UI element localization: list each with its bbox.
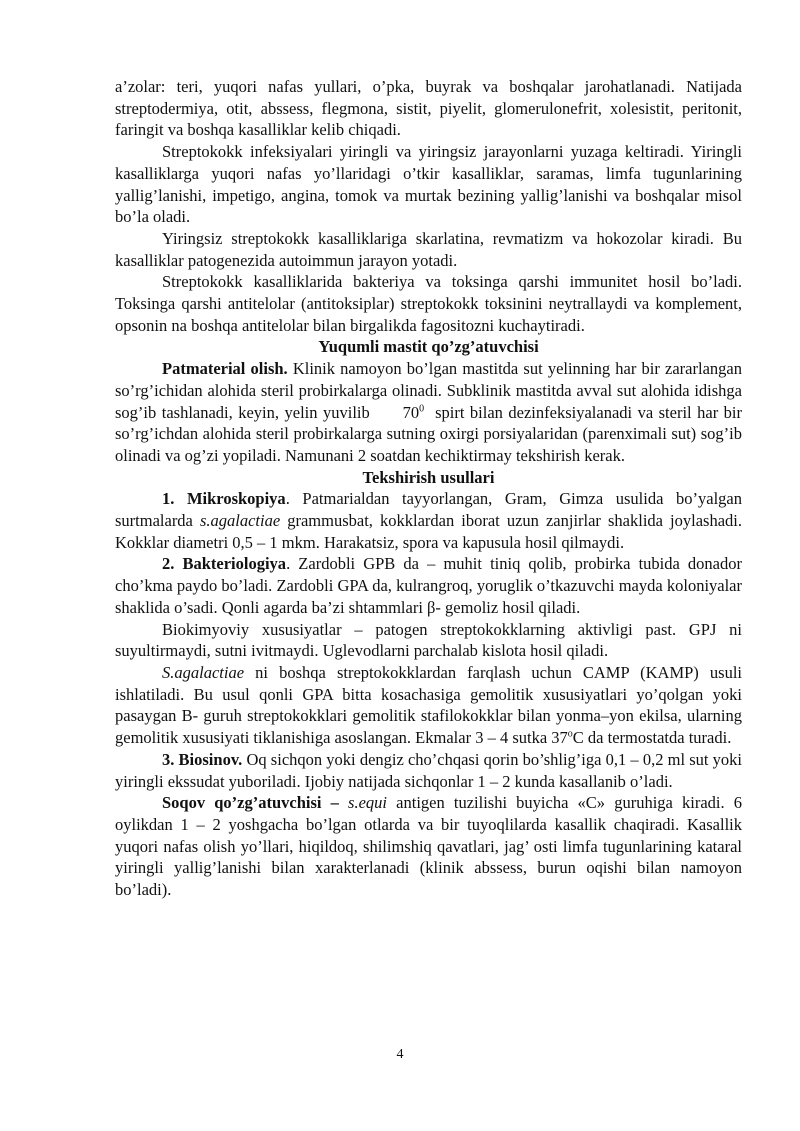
microscopy-text-1: . Patmarialdan tayyorlangan, Gram, Gimza usulida bo’yalgan surtmalarda [115, 489, 742, 531]
heading-methods: Tekshirish usullari [362, 467, 495, 487]
paragraph-microscopy [115, 488, 742, 553]
patmaterial-label: Patmaterial olish. [162, 359, 288, 379]
paragraph-bacteriology [115, 553, 742, 618]
paragraph-patmaterial [115, 358, 747, 467]
paragraph-immunity: Streptokokk kasalliklarida bakteriya va toksinga qarshi immunitet hosil bo’ladi. Toksinga qarshi antitelolar (antitoksiplar) streptokokk toksinini neytrallaydi va komplement, opsonin na boshqa antitelolar bilan birgalikda fagositozni kuchaytiradi. [115, 272, 742, 335]
species-equi: s.equi [348, 793, 388, 813]
species-agalactiae-camp: S.agalactiae [162, 662, 245, 682]
paragraph-bioassay [115, 749, 742, 792]
degree-superscript: 0 [419, 403, 425, 415]
strangles-text: antigen tuzilishi buyicha «C» guruhiga kiradi. 6 oylikdan 1 – 2 yoshgacha bo’lgan otlarda va bir tuyoqlilarda kasallik chaqiradi. Kasallik yuqori nafas olish yo’llari, hiqildoq, shilimshiq qavatlari, jag’ osti limfa tugunlarining kataral yiringli yallig’lanishi bilan xarakterlanadi (klinik abssess, burun oqishi bilan namoyon bo’ladi). [115, 793, 743, 900]
paragraph-camp [115, 662, 742, 749]
microscopy-label: 1. Mikroskopiya [162, 489, 286, 509]
camp-text-1: ni boshqa streptokokklardan farqlash uchun CAMP (KAMP) usuli ishlatiladi. Bu usul qonli GPA bitta kosachasiga gemolitik xususiyatlari yo’qolgan yoki pasaygan B- guruh streptokokklari gemolitik stafilokokklar bilan yonma–yon ekilsa, ularning gemolitik xususiyati tiklanishiga asoslangan. Ekmalar 3 – 4 sutka 37 [115, 662, 742, 748]
paragraph-infections: Streptokokk infeksiyalari yiringli va yiringsiz jarayonlarni yuzaga keltiradi. Yiringli kasalliklarga yuqori nafas yo’llaridagi o’tkir kasalliklar, saramas, limfa tugunlarining yallig’lanishi, impetigo, angina, tomok va murtak bezining yallig’lanishi va boshqalar misol bo’la oladi. [115, 142, 742, 227]
paragraph-non-purulent: Yiringsiz streptokokk kasalliklariga skarlatina, revmatizm va hokozolar kiradi. Bu kasalliklar patogenezida autoimmun jarayon yotadi. [115, 228, 742, 270]
species-agalactiae: s.agalactiae [199, 511, 281, 531]
document-page [115, 76, 747, 901]
patmaterial-text-1: Klinik namoyon bo’lgan mastitda sut yelinning har bir zararlangan so’rg’ichidan alohida steril probirkalarga olinadi. Subklinik mastitda avval sut alohida idishga sog’ib tashlanadi, keyin, yelin yuvilib 70 [115, 359, 747, 422]
strangles-label: Soqov qo’zg’atuvchisi – [162, 793, 349, 813]
page-number: 4 [396, 1047, 404, 1062]
paragraph-strangles [115, 792, 742, 901]
degree-superscript-camp: o [567, 728, 573, 740]
bacteriology-label: 2. Bakteriologiya [162, 554, 287, 574]
paragraph-organs: a’zolar: teri, yuqori nafas yullari, o’pka, buyrak va boshqalar jarohatlanadi. Natijada streptodermiya, otit, abssess, flegmona, sistit, piyelit, glomerulonefrit, xolesistit, peritonit, faringit va boshqa kasalliklar kelib chiqadi. [115, 77, 742, 140]
heading-mastitis: Yuqumli mastit qo’zg’atuvchisi [318, 337, 539, 357]
microscopy-text-2: grammusbat, kokklardan iborat uzun zanjirlar shaklida joylashadi. Kokklar diametri 0,5 – 1 mkm. Harakatsiz, spora va kapusula hosil qilmaydi. [115, 511, 742, 552]
patmaterial-text-2: spirt bilan dezinfeksiyalanadi va steril har bir so’rg’ichdan alohida steril probirkalarga sutning oxirgi porsiyalaridan (parenximali sut) sog’ib olinadi va og’zi yopiladi. Namunani 2 soatdan kechiktirmay tekshirish kerak. [115, 402, 747, 465]
bioassay-label: 3. Biosinov. [162, 749, 243, 769]
paragraph-biochemistry: Biokimyoviy xususiyatlar – patogen streptokokklarning aktivligi past. GPJ ni suyultirmaydi, sutni ivitmaydi. Uglevodlarni parchalab kislota hosil qiladi. [115, 619, 742, 661]
bioassay-text: Oq sichqon yoki dengiz cho’chqasi qorin bo’shlig’iga 0,1 – 0,2 ml sut yoki yiringli ekssudat yuboriladi. Ijobiy natijada sichqonlar 1 – 2 kunda kasallanib o’ladi. [115, 749, 742, 791]
bacteriology-text: . Zardobli GPB da – muhit tiniq qolib, probirka tubida donador cho’kma paydo bo’ladi. Zardobli GPA da, kulrangroq, yoruglik o’tkazuvchi mayda koloniyalar shaklida o’sadi. Qonli agarda ba’zi shtammlari β- gemoliz hosil qiladi. [115, 554, 742, 617]
camp-text-2: C da termostatda turadi. [572, 728, 732, 748]
